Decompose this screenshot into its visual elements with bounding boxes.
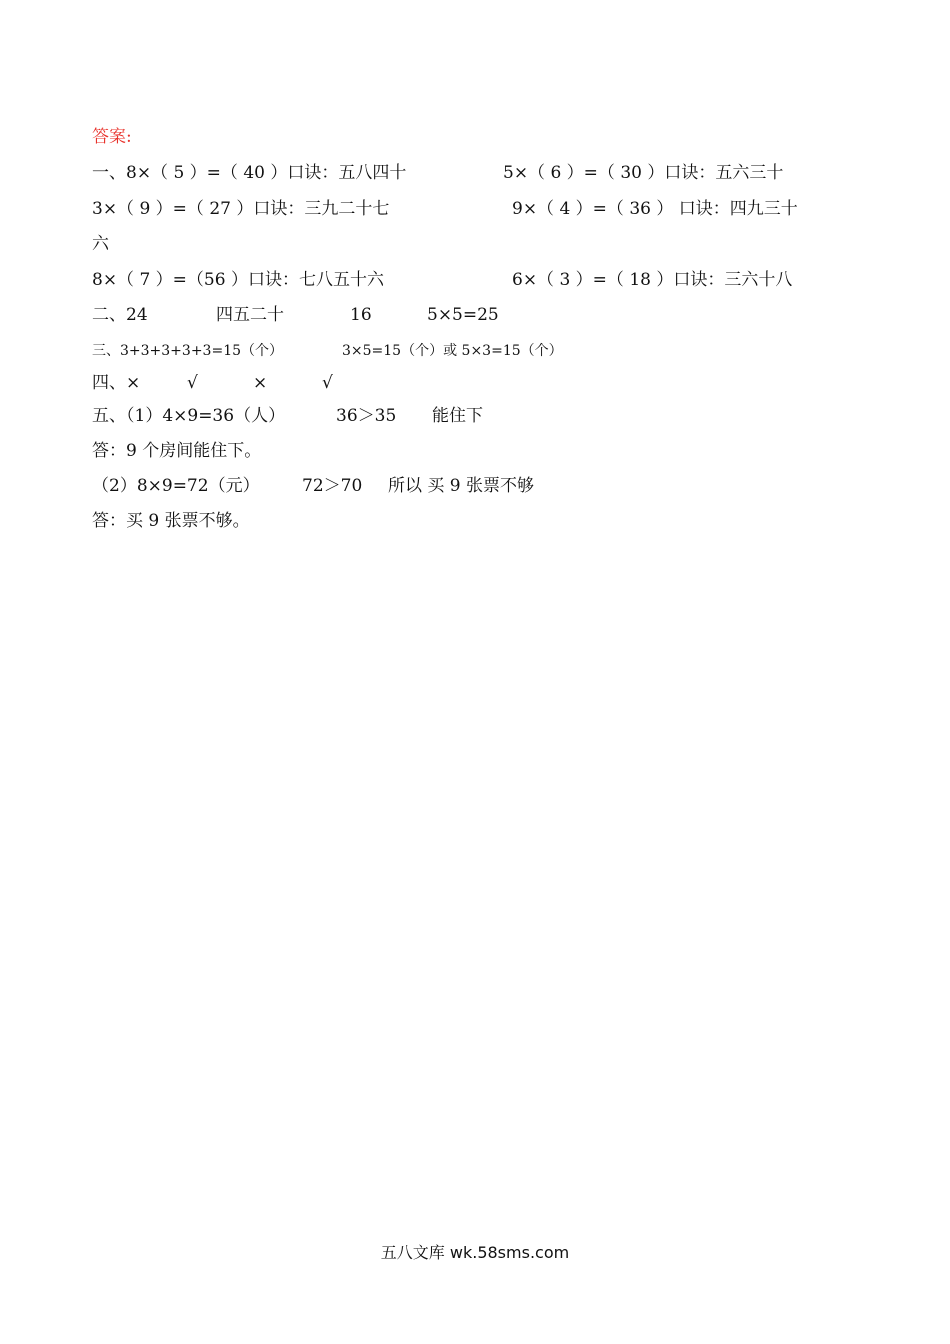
s2-item-2: 四五二十 bbox=[216, 305, 284, 325]
s5-q1-conclusion: 能住下 bbox=[432, 406, 483, 426]
s4-item-3: × bbox=[253, 373, 268, 393]
s3-left: 三、3+3+3+3+3=15（个） bbox=[92, 343, 284, 359]
s1-row2-right: 9×（ 4 ）=（ 36 ） 口诀：四九三十 bbox=[512, 199, 798, 219]
s5-q1-calc: 五、（1）4×9=36（人） bbox=[92, 406, 286, 426]
s3-right: 3×5=15（个）或 5×3=15（个） bbox=[342, 343, 563, 359]
s1-row2-continuation: 六 bbox=[92, 234, 109, 254]
footer-watermark: 五八文库 wk.58sms.com bbox=[380, 1243, 570, 1262]
s2-item-4: 5×5=25 bbox=[427, 305, 499, 325]
s2-item-3: 16 bbox=[350, 305, 372, 325]
s5-q1-compare: 36＞35 bbox=[336, 406, 397, 426]
answer-heading: 答案: bbox=[92, 127, 132, 147]
s1-row2-left: 3×（ 9 ）=（ 27 ）口诀：三九二十七 bbox=[92, 199, 390, 219]
s1-row3-left: 8×（ 7 ）=（56 ）口诀：七八五十六 bbox=[92, 270, 384, 290]
s4-item-4: √ bbox=[322, 373, 333, 393]
s5-answer-1: 答：9 个房间能住下。 bbox=[92, 441, 262, 461]
s5-answer-2: 答：买 9 张票不够。 bbox=[92, 511, 250, 531]
s1-row1-right: 5×（ 6 ）=（ 30 ）口诀：五六三十 bbox=[503, 163, 784, 183]
s5-q2-calc: （2）8×9=72（元） bbox=[92, 476, 260, 496]
s1-row3-right: 6×（ 3 ）=（ 18 ）口诀：三六十八 bbox=[512, 270, 793, 290]
s1-row1-left: 一、8×（ 5 ）=（ 40 ）口诀：五八四十 bbox=[92, 163, 407, 183]
s5-q2-conclusion: 所以 买 9 张票不够 bbox=[388, 476, 535, 496]
s2-item-1: 二、24 bbox=[92, 305, 148, 325]
s4-item-1: 四、× bbox=[92, 373, 141, 393]
s5-q2-compare: 72＞70 bbox=[302, 476, 363, 496]
s4-item-2: √ bbox=[187, 373, 198, 393]
